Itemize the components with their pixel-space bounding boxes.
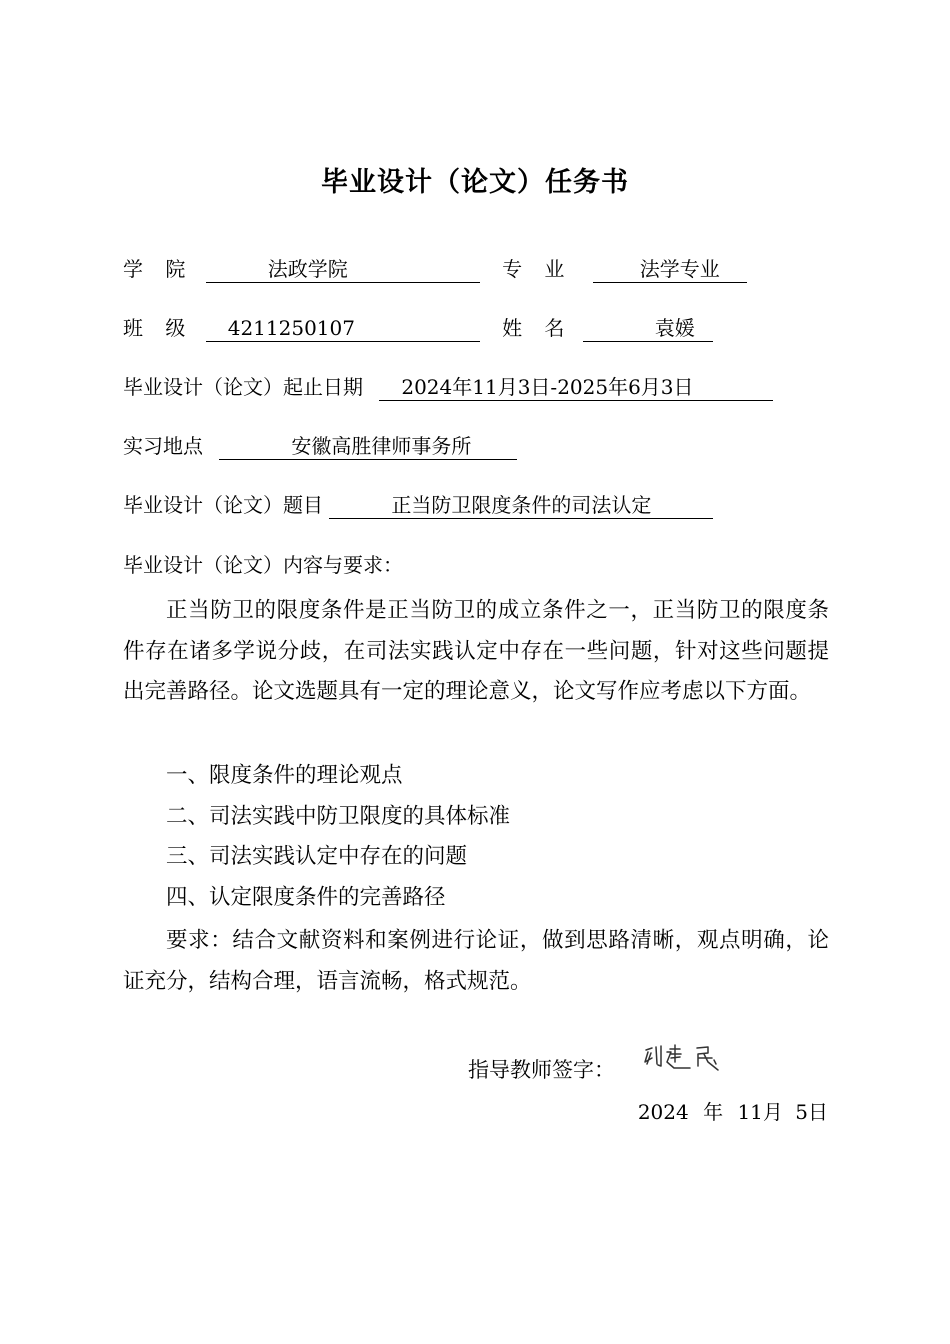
requirement-paragraph: 要求：结合文献资料和案例进行论证，做到思路清晰，观点明确，论证充分，结构合理，语言流畅，格式规范。 — [123, 928, 829, 994]
content-items — [123, 756, 829, 918]
content-intro — [123, 591, 829, 713]
date-day-unit: 日 — [808, 1100, 828, 1124]
period-value-field — [379, 374, 773, 401]
name-value: 袁媛 — [654, 316, 695, 340]
intern-value-field — [219, 433, 517, 460]
row-period — [123, 372, 773, 402]
document-title: 毕业设计（论文）任务书 — [321, 167, 629, 198]
row-college-major — [123, 254, 747, 284]
class-value: 4211250107 — [227, 316, 355, 340]
date-month-unit: 月 — [762, 1100, 783, 1124]
list-item: 三、司法实践认定中存在的问题 — [166, 844, 468, 869]
college-value-field — [206, 256, 480, 283]
row-content-label — [123, 550, 403, 580]
date-year: 2024 — [637, 1100, 689, 1124]
intern-value: 安徽高胜律师事务所 — [291, 434, 472, 458]
college-value: 法政学院 — [267, 257, 348, 281]
list-item: 二、司法实践中防卫限度的具体标准 — [166, 803, 511, 829]
content-requirement — [123, 921, 829, 1002]
row-internship — [123, 431, 517, 461]
name-value-field — [583, 315, 713, 342]
intro-paragraph: 正当防卫的限度条件是正当防卫的成立条件之一，正当防卫的限度条件存在诸多学说分歧，在司法实践认定中存在一些问题，针对这些问题提出完善路径。论文选题具有一定的理论意义，论文写作应考虑以下方面。 — [123, 598, 829, 704]
name-label: 姓 名 — [502, 316, 573, 340]
handwritten-signature — [640, 1040, 736, 1080]
intern-label: 实习地点 — [123, 434, 203, 458]
signature-label: 指导教师签字： — [468, 1058, 615, 1082]
date-year-unit: 年 — [703, 1100, 724, 1124]
row-topic — [123, 490, 713, 520]
major-label: 专 业 — [502, 257, 573, 281]
list-item: 四、认定限度条件的完善路径 — [166, 884, 446, 910]
sign-date — [638, 1094, 828, 1130]
topic-value-field — [329, 492, 713, 519]
period-label: 毕业设计（论文）起止日期 — [123, 375, 363, 399]
period-value: 2024年11月3日-2025年6月3日 — [401, 375, 694, 399]
major-value-field — [593, 256, 747, 283]
date-month: 11 — [737, 1100, 763, 1124]
college-label: 学 院 — [123, 257, 194, 281]
class-value-field — [206, 315, 480, 342]
topic-label: 毕业设计（论文）题目 — [123, 493, 323, 517]
major-value: 法学专业 — [639, 257, 720, 281]
date-day: 5 — [795, 1100, 808, 1124]
topic-value: 正当防卫限度条件的司法认定 — [391, 493, 652, 517]
list-item: 一、限度条件的理论观点 — [166, 763, 403, 788]
class-label: 班 级 — [123, 316, 194, 340]
row-class-name — [123, 313, 713, 343]
content-label: 毕业设计（论文）内容与要求： — [123, 553, 403, 577]
